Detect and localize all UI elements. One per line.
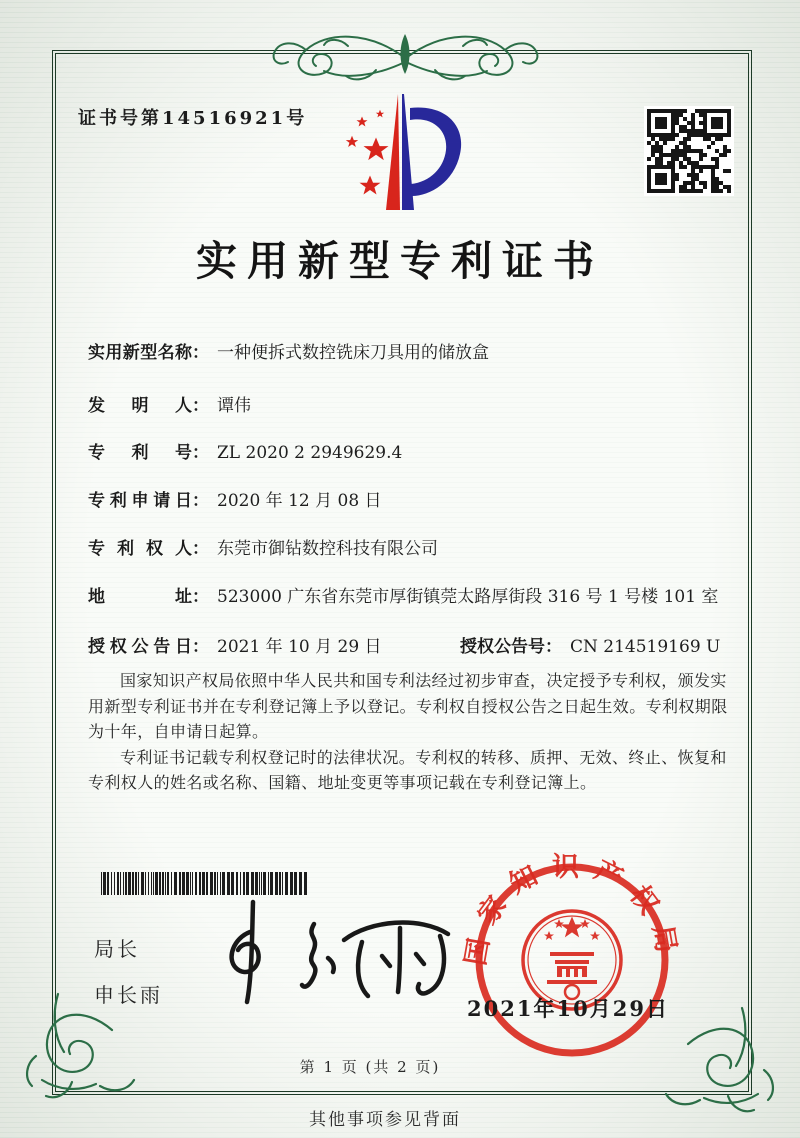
field-grant-number	[460, 634, 720, 660]
certificate-title: 实用新型专利证书	[196, 237, 604, 285]
official-seal	[460, 851, 684, 1072]
legal-text	[88, 668, 734, 796]
signature-handwriting	[198, 896, 456, 1008]
field-value: 2021 年 10 月 29 日	[217, 637, 382, 657]
seal-text: 国家知识产权局	[460, 851, 684, 968]
field-address	[88, 584, 745, 610]
back-note: 其他事项参见背面	[309, 1110, 461, 1130]
field-patentee	[88, 536, 438, 562]
field-value: 一种便拆式数控铣床刀具用的储放盒	[217, 343, 489, 363]
barcode	[100, 872, 312, 895]
field-colon: ：	[545, 637, 562, 657]
field-label: 专利权人	[88, 539, 192, 559]
legal-paragraph-2: 专利证书记载专利权登记时的法律状况。专利权的转移、质押、无效、终止、恢复和专利权人的姓名或名称、国籍、地址变更等事项记载在专利登记簿上。	[88, 747, 727, 792]
signer-name: 申长雨	[94, 983, 163, 1007]
field-value: ZL 2020 2 2949629.4	[217, 443, 403, 463]
field-inventor	[88, 393, 251, 419]
field-colon: ：	[192, 396, 209, 416]
seal-date: 2021年10月29日	[467, 996, 669, 1021]
field-label: 专利号	[88, 443, 192, 463]
field-label: 授权公告日	[88, 637, 192, 657]
national-emblem-icon	[523, 911, 621, 1009]
field-colon: ：	[192, 491, 209, 511]
field-colon: ：	[192, 343, 209, 363]
certificate-number: 证书号第14516921号	[78, 108, 308, 129]
signer-title: 局长	[94, 937, 140, 961]
field-grant-date	[88, 637, 382, 657]
field-label: 发明人	[88, 396, 192, 416]
field-label: 专利申请日	[88, 491, 192, 511]
signer-block	[94, 933, 163, 1008]
field-label: 授权公告号	[460, 637, 545, 657]
field-patent-number	[88, 440, 402, 466]
field-label: 地址	[88, 587, 192, 607]
field-value: 谭伟	[217, 396, 251, 416]
field-application-date	[88, 488, 382, 514]
field-utility-model-name	[88, 340, 489, 366]
legal-paragraph-1: 国家知识产权局依照中华人民共和国专利法经过初步审查，决定授予专利权，颁发实用新型专利证书并在专利登记簿上予以登记。专利权自授权公告之日起生效。专利权期限为十年，自申请日起算。	[88, 671, 728, 741]
field-value: CN 214519169 U	[570, 637, 721, 657]
qr-code	[644, 106, 734, 196]
field-value: 2020 年 12 月 08 日	[217, 491, 382, 511]
field-value: 523000 广东省东莞市厚街镇莞太路厚街段 316 号 1 号楼 101 室	[217, 587, 719, 607]
field-colon: ：	[192, 443, 209, 463]
field-label: 实用新型名称	[88, 343, 192, 363]
field-colon: ：	[192, 637, 209, 657]
field-colon: ：	[192, 539, 209, 559]
field-colon: ：	[192, 587, 209, 607]
cnipa-logo-icon	[330, 84, 470, 220]
top-flourish-ornament	[248, 18, 563, 90]
field-value: 东莞市御钻数控科技有限公司	[217, 539, 438, 559]
field-grant-row	[88, 634, 721, 660]
page-number: 第 1 页 (共 2 页)	[299, 1058, 441, 1076]
